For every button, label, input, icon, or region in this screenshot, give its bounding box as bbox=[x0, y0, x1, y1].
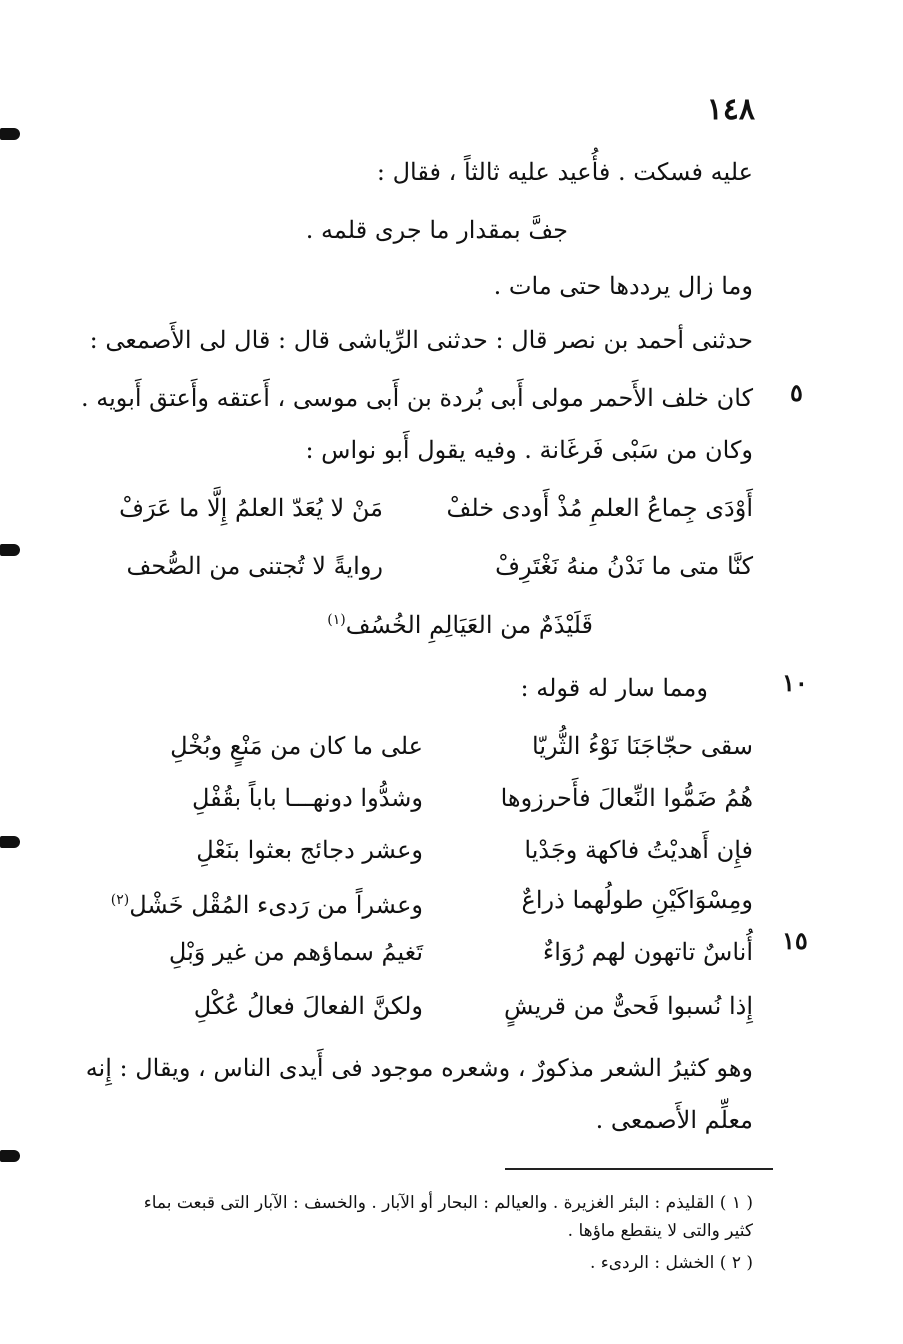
hemistich: وعشر دجائج بعثوا بنَعْلِ bbox=[196, 836, 423, 864]
scan-mark bbox=[0, 128, 20, 140]
hemistich: ومِسْوَاكَيْنِ طولُهما ذراعٌ bbox=[521, 886, 753, 914]
footnote-divider bbox=[505, 1168, 773, 1170]
footnote-marker: (١) bbox=[327, 612, 346, 628]
scan-mark bbox=[0, 544, 20, 556]
poem-verse bbox=[73, 930, 753, 974]
hemistich bbox=[111, 878, 423, 927]
hemistich: مَنْ لا يُعَدّ العلمُ إِلَّا ما عَرَفْ bbox=[119, 494, 383, 522]
hemistich: إِذا نُسبوا فَحىٌّ من قريشٍ bbox=[503, 992, 753, 1020]
hemistich: فإِن أَهديْتُ فاكهة وجَدْيا bbox=[524, 836, 753, 864]
footnote-line: ( ١ ) القليذم : البئر الغزيرة . والعيالم : البحار أو الآبار . والخسف : الآبار التى قبعت بماء bbox=[143, 1193, 753, 1213]
verse-text: قَلَيْذَمٌ من العَيَالِمِ الخُسُف bbox=[345, 611, 593, 639]
poem-verse bbox=[73, 544, 753, 588]
text-line: معلِّم الأَصمعى . bbox=[595, 1106, 753, 1134]
poem-verse bbox=[73, 724, 753, 768]
line-number: ١٠ bbox=[782, 668, 808, 697]
line-number: ١٥ bbox=[782, 926, 808, 955]
poem-verse bbox=[73, 878, 753, 922]
poem-verse bbox=[73, 828, 753, 872]
footnote-line: ( ٢ ) الخشل : الردىء . bbox=[589, 1253, 753, 1273]
footnote-marker: (٢) bbox=[110, 892, 130, 908]
hemistich: ولكنَّ الفعالَ فعالُ عُكْلِ bbox=[193, 992, 423, 1020]
text-line: عليه فسكت . فأُعيد عليه ثالثاً ، فقال : bbox=[376, 158, 753, 186]
page-number: ١٤٨ bbox=[706, 92, 755, 127]
poem-verse bbox=[73, 776, 753, 820]
poem-verse bbox=[73, 486, 753, 530]
line-number: ٥ bbox=[790, 378, 803, 407]
verse-text: وعشراً من رَدىء المُقْل خَشْل bbox=[129, 891, 423, 919]
hemistich: على ما كان من مَنْعٍ وبُخْلِ bbox=[170, 732, 423, 760]
hemistich: تَغيمُ سماؤهم من غير وَبْلِ bbox=[168, 938, 423, 966]
footnote-line: كثير والتى لا ينقطع ماؤها . bbox=[567, 1221, 753, 1241]
hemistich: وشدُّوا دونهـــا باباً بقُفْلِ bbox=[192, 784, 423, 812]
text-line: وما زال يرددها حتى مات . bbox=[493, 272, 753, 300]
poem-verse bbox=[73, 984, 753, 1028]
hemistich: سقى حجّاجَنَا نَوْءُ الثُّريّا bbox=[532, 732, 753, 760]
text-line: جفَّ بمقدار ما جرى قلمه . bbox=[305, 216, 568, 244]
text-line: ومما سار له قوله : bbox=[520, 674, 708, 702]
text-line: كان خلف الأَحمر مولى أَبى بُردة بن أَبى موسى ، أَعتقه وأَعتق أَبويه . bbox=[81, 384, 753, 412]
hemistich: أُناسٌ تاتهون لهم رُوَاءٌ bbox=[542, 938, 753, 966]
poem-verse bbox=[233, 598, 593, 642]
scan-mark bbox=[0, 836, 20, 848]
hemistich: هُمُ ضَمُّوا النِّعالَ فأَحرزوها bbox=[500, 784, 753, 812]
hemistich: أَوْدَى جِماعُ العلمِ مُذْ أَودى خلفْ bbox=[446, 494, 753, 522]
hemistich bbox=[327, 598, 593, 647]
text-line: حدثنى أحمد بن نصر قال : حدثنى الرِّياشى قال : قال لى الأَصمعى : bbox=[89, 326, 753, 354]
text-line: وهو كثيرُ الشعر مذكورٌ ، وشعره موجود فى أَيدى الناس ، ويقال : إِنه bbox=[85, 1054, 753, 1082]
scan-mark bbox=[0, 1150, 20, 1162]
hemistich: روايةً لا تُجتنى من الصُّحف bbox=[126, 552, 383, 580]
text-line: وكان من سَبْى فَرغَانة . وفيه يقول أَبو نواس : bbox=[305, 436, 753, 464]
hemistich: كنَّا متى ما نَدْنُ منهُ نَغْتَرِفْ bbox=[495, 552, 753, 580]
